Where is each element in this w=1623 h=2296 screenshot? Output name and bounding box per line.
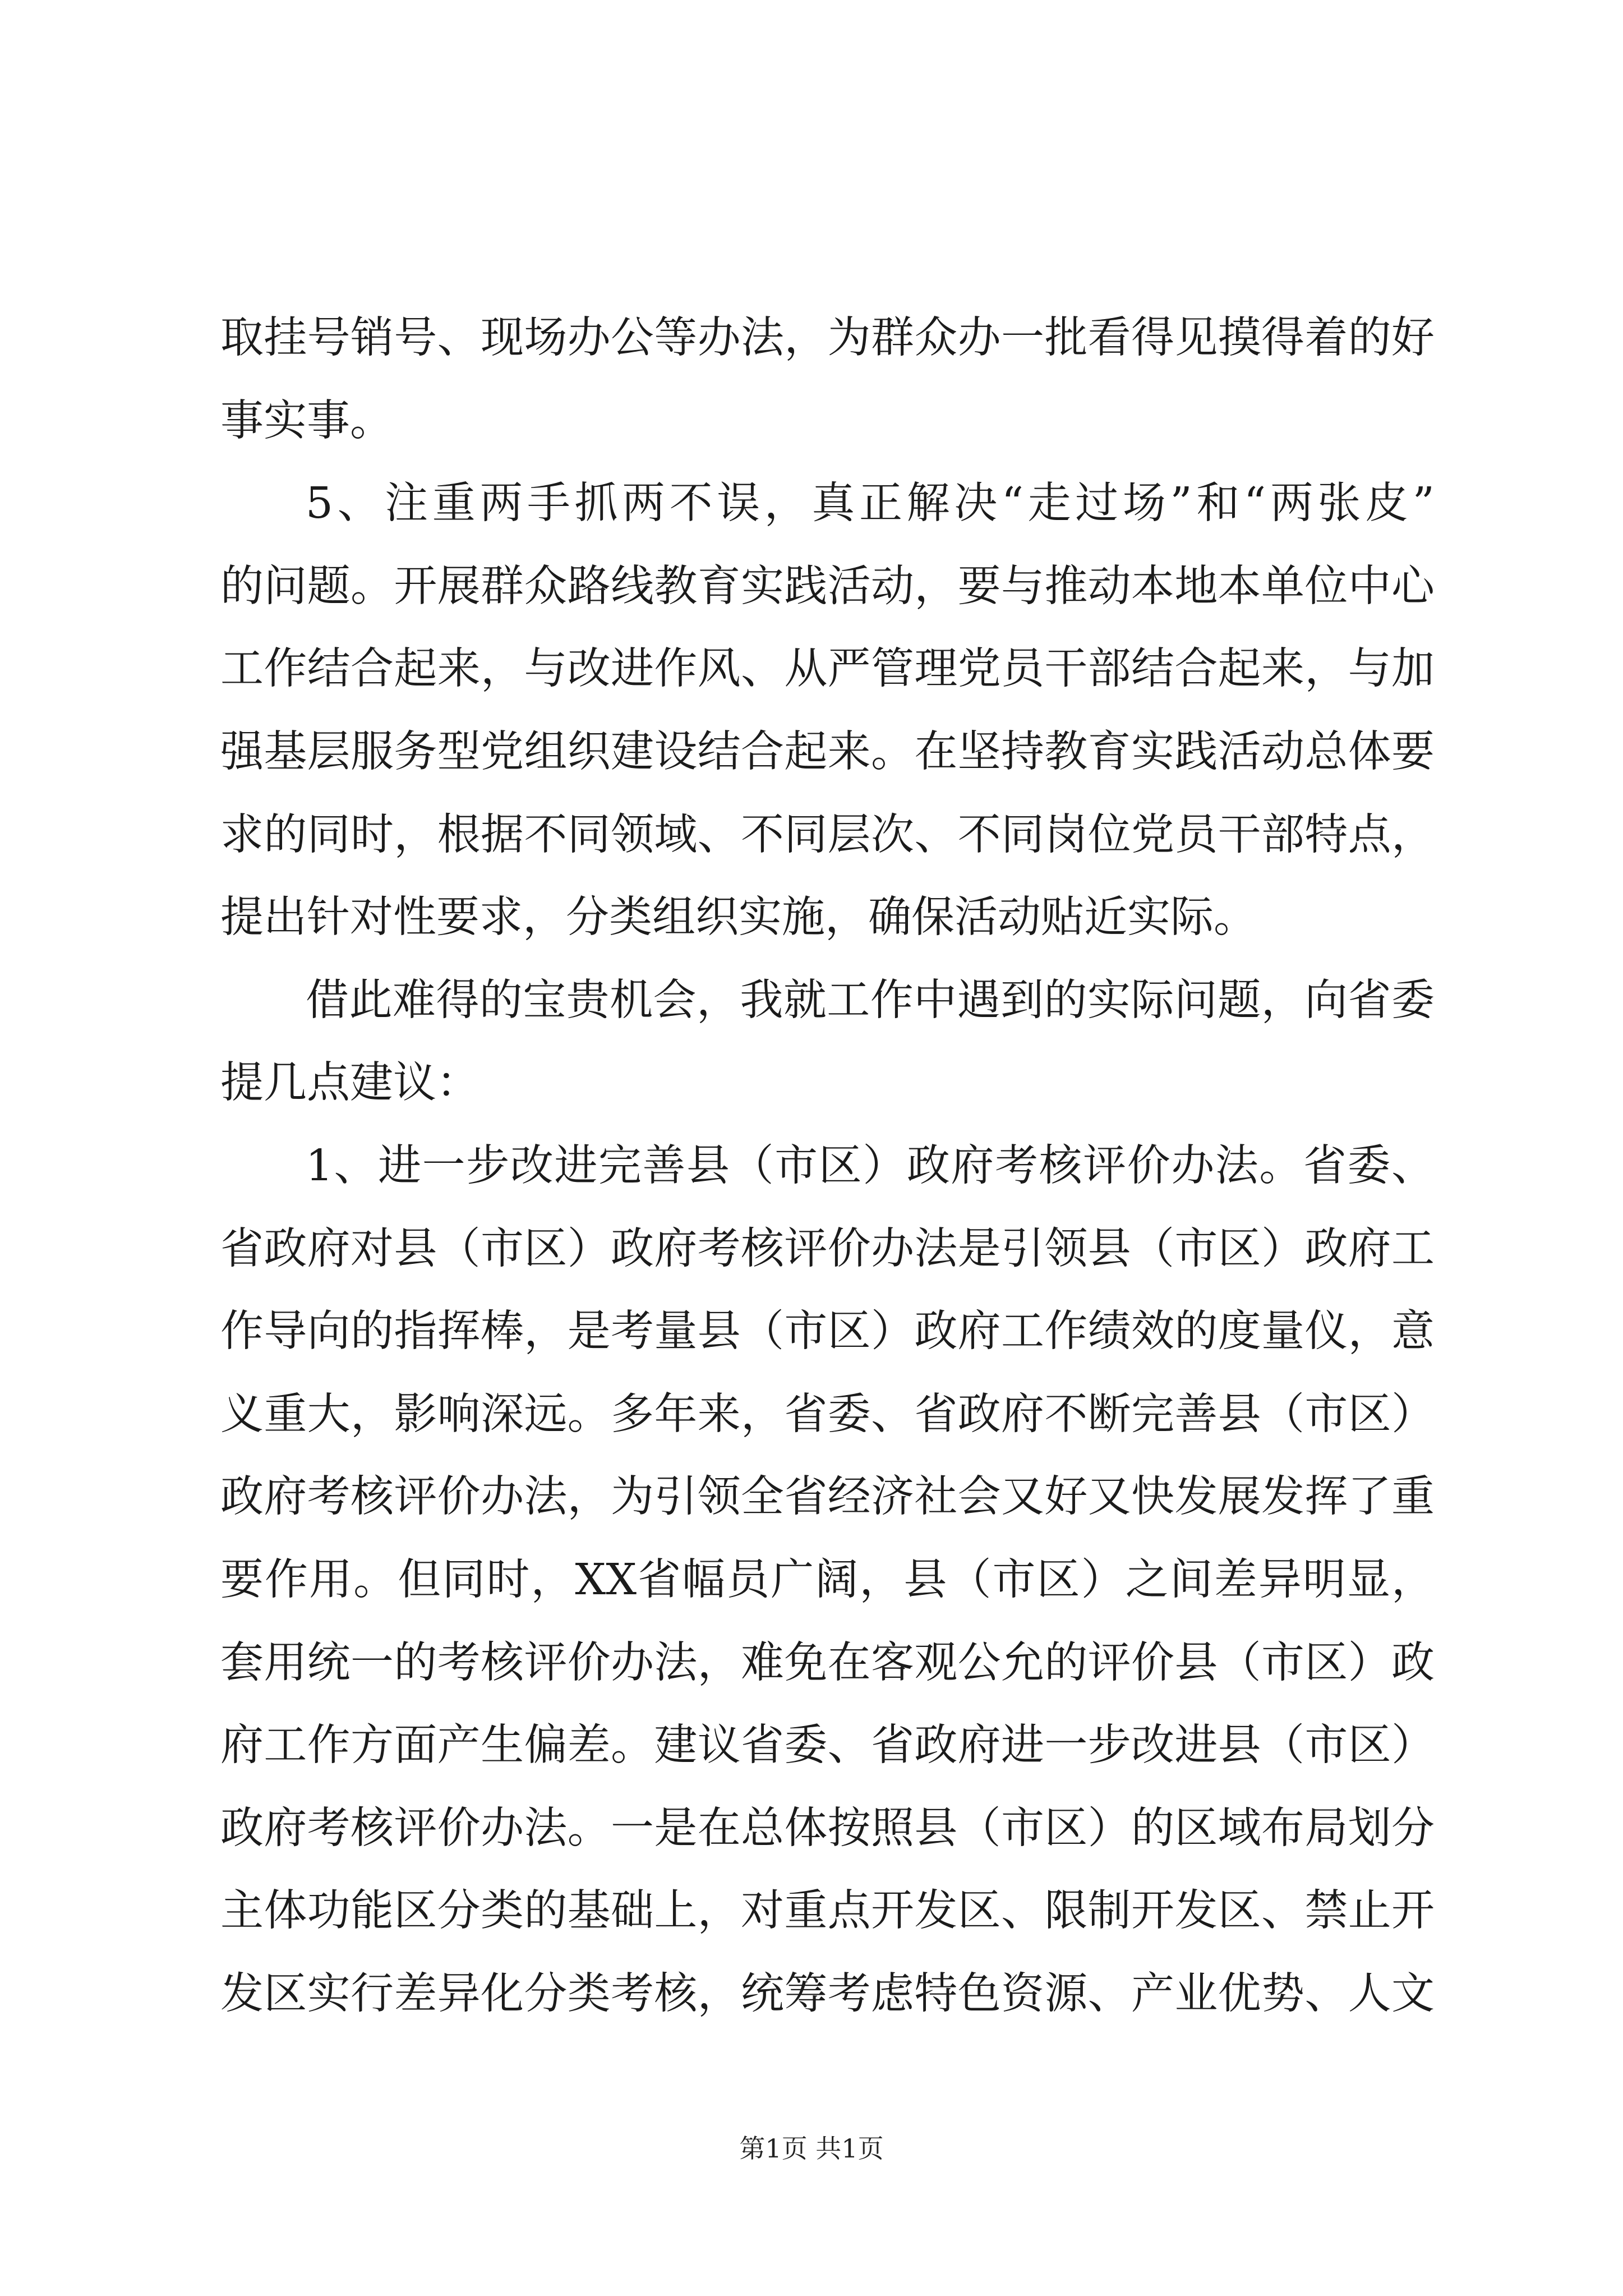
text-line: 要作用。但同时，XX省幅员广阔，县（市区）之间差异明显，	[220, 1554, 1435, 1605]
text-line: 政府考核评价办法，为引领全省经济社会又好又快发展发挥了重	[220, 1472, 1435, 1522]
text-line: 取挂号销号、现场办公等办法，为群众办一批看得见摸得着的好	[220, 313, 1435, 363]
text-line: 5、注重两手抓两不误，真正解决“走过场”和“两张皮”	[306, 478, 1435, 529]
text-line: 府工作方面产生偏差。建议省委、省政府进一步改进县（市区）	[220, 1720, 1435, 1771]
text-line: 发区实行差异化分类考核，统筹考虑特色资源、产业优势、人文	[220, 1968, 1435, 2019]
text-line: 强基层服务型党组织建设结合起来。在坚持教育实践活动总体要	[220, 726, 1435, 777]
page-footer: 第1页 共1页	[739, 2133, 884, 2164]
paragraph	[220, 297, 1435, 462]
text-line: 工作结合起来，与改进作风、从严管理党员干部结合起来，与加	[220, 644, 1435, 694]
text-line: 作导向的指挥棒，是考量县（市区）政府工作绩效的度量仪，意	[220, 1306, 1435, 1357]
text-line: 省政府对县（市区）政府考核评价办法是引领县（市区）政府工	[220, 1223, 1435, 1274]
paragraph	[220, 462, 1435, 959]
text-line: 提出针对性要求，分类组织实施，确保活动贴近实际。	[220, 892, 1257, 943]
text-line: 主体功能区分类的基础上，对重点开发区、限制开发区、禁止开	[220, 1886, 1435, 1936]
text-line: 义重大，影响深远。多年来，省委、省政府不断完善县（市区）	[220, 1389, 1435, 1439]
document-body	[220, 297, 1435, 2035]
text-line: 提几点建议：	[220, 1058, 479, 1108]
text-line: 1、进一步改进完善县（市区）政府考核评价办法。省委、	[306, 1140, 1435, 1191]
text-line: 借此难得的宝贵机会，我就工作中遇到的实际问题，向省委	[306, 975, 1435, 1025]
text-line: 的问题。开展群众路线教育实践活动，要与推动本地本单位中心	[220, 561, 1435, 611]
text-line: 求的同时，根据不同领域、不同层次、不同岗位党员干部特点，	[220, 809, 1435, 860]
text-line: 事实事。	[220, 395, 393, 446]
text-line: 政府考核评价办法。一是在总体按照县（市区）的区域布局划分	[220, 1803, 1435, 1853]
paragraph	[220, 959, 1435, 1125]
paragraph	[220, 1125, 1435, 2036]
text-line: 套用统一的考核评价办法，难免在客观公允的评价县（市区）政	[220, 1637, 1435, 1688]
